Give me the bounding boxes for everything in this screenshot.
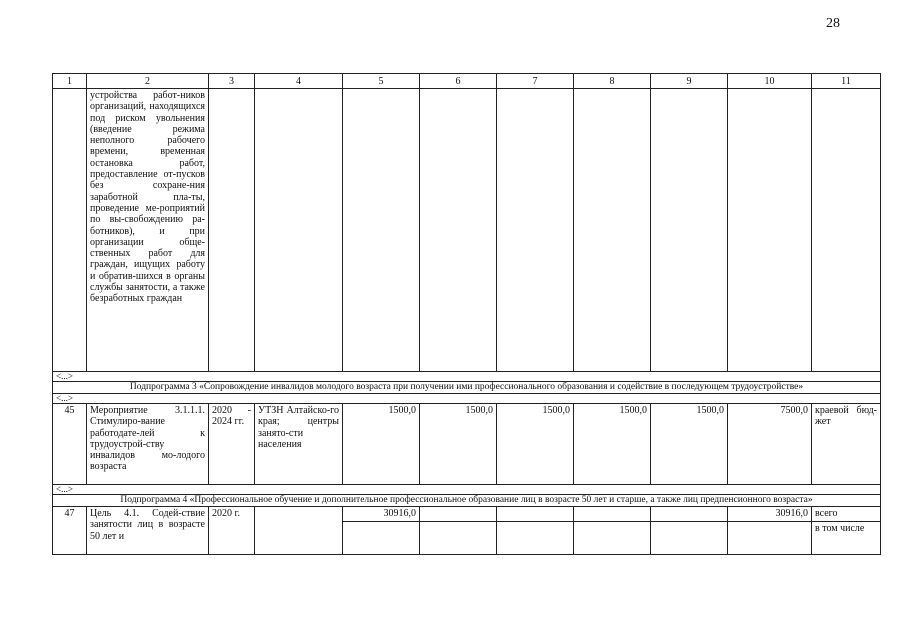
column-number: 2 xyxy=(87,74,209,89)
value-col-10: 30916,0 xyxy=(728,507,812,522)
page-number: 28 xyxy=(826,16,840,31)
subprogram-3-title: Подпрограмма 3 «Сопровождение инвалидов молодого возраста при получении ими профессионального образования и содействие в последующем трудоустройстве» xyxy=(53,382,881,394)
value-col-7 xyxy=(497,507,574,522)
column-number: 7 xyxy=(497,74,574,89)
column-number: 6 xyxy=(420,74,497,89)
value-col-5: 30916,0 xyxy=(343,507,420,522)
value-col-9: 1500,0 xyxy=(651,404,728,485)
value-col-6 xyxy=(420,507,497,522)
table-cell xyxy=(728,89,812,372)
funding-source-total: всего xyxy=(812,507,881,522)
value-col-8: 1500,0 xyxy=(574,404,651,485)
column-number: 9 xyxy=(651,74,728,89)
table-cell xyxy=(209,89,255,372)
value-col-5 xyxy=(343,522,420,555)
column-number: 8 xyxy=(574,74,651,89)
ellipsis-marker: <...> xyxy=(53,372,881,382)
table-cell xyxy=(651,89,728,372)
column-number: 4 xyxy=(255,74,343,89)
executor: УТЗН Алтайско-го края; центры занято-сти населения xyxy=(255,404,343,485)
funding-source-including: в том числе xyxy=(812,522,881,555)
table-cell xyxy=(53,89,87,372)
value-col-6 xyxy=(420,522,497,555)
row-number: 45 xyxy=(53,404,87,485)
table-row-45 xyxy=(53,404,881,485)
measure-name: Мероприятие 3.1.1.1. Стимулиро-вание работодате-лей к трудоустрой-ству инвалидов мо-лодого возраста xyxy=(87,404,209,485)
column-number-row xyxy=(53,74,881,89)
ellipsis-row xyxy=(53,485,881,495)
subprogram-4-title: Подпрограмма 4 «Профессиональное обучение и дополнительное профессиональное образование лиц в возрасте 50 лет и старше, а также лиц предпенсионного возраста» xyxy=(53,495,881,507)
table-row-47 xyxy=(53,507,881,522)
value-col-9 xyxy=(651,507,728,522)
executor xyxy=(255,507,343,555)
table-cell xyxy=(812,89,881,372)
goal-name: Цель 4.1. Содей-ствие занятости лиц в возрасте 50 лет и xyxy=(87,507,209,555)
period: 2020 г. xyxy=(209,507,255,555)
table-cell xyxy=(574,89,651,372)
table-cell xyxy=(497,89,574,372)
column-number: 11 xyxy=(812,74,881,89)
value-col-7: 1500,0 xyxy=(497,404,574,485)
value-col-6: 1500,0 xyxy=(420,404,497,485)
continuation-text-cell: устройства работ-ников организаций, находящихся под риском увольнения (введение режима неполного рабочего времени, временная остановка работ, предоставление от-пусков без сохране-ния заработной пла-ты, проведение ме-роприятий по вы-свобождению ра-ботников), и при организации обще-ственных работ для граждан, ищущих работу и обратив-шихся в органы службы занятости, а также безработных граждан xyxy=(87,89,209,372)
table-cell xyxy=(255,89,343,372)
row-number: 47 xyxy=(53,507,87,555)
program-table xyxy=(52,73,881,555)
column-number: 1 xyxy=(53,74,87,89)
subprogram-row xyxy=(53,382,881,394)
ellipsis-marker: <...> xyxy=(53,485,881,495)
ellipsis-row xyxy=(53,372,881,382)
value-col-5: 1500,0 xyxy=(343,404,420,485)
value-col-8 xyxy=(574,522,651,555)
value-col-8 xyxy=(574,507,651,522)
table-cell xyxy=(420,89,497,372)
value-col-7 xyxy=(497,522,574,555)
ellipsis-marker: <...> xyxy=(53,394,881,404)
table-row-continuation xyxy=(53,89,881,372)
value-col-10: 7500,0 xyxy=(728,404,812,485)
funding-source: краевой бюд-жет xyxy=(812,404,881,485)
column-number: 3 xyxy=(209,74,255,89)
value-col-10 xyxy=(728,522,812,555)
subprogram-row xyxy=(53,495,881,507)
column-number: 10 xyxy=(728,74,812,89)
value-col-9 xyxy=(651,522,728,555)
column-number: 5 xyxy=(343,74,420,89)
ellipsis-row xyxy=(53,394,881,404)
period: 2020 - 2024 гг. xyxy=(209,404,255,485)
table-cell xyxy=(343,89,420,372)
